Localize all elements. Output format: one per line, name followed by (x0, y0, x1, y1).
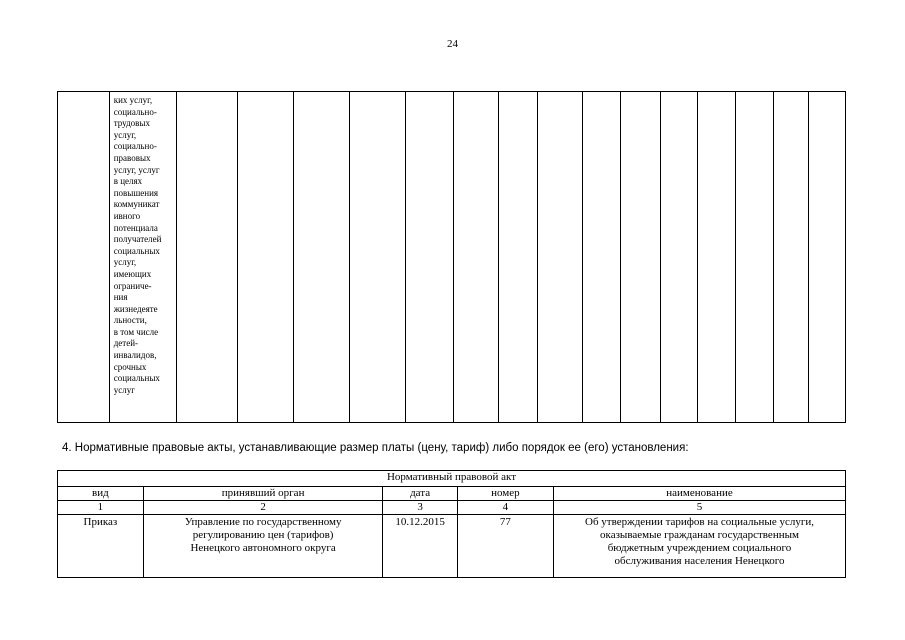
column-numbers-row (58, 501, 846, 515)
service-description: ких услуг, социально- трудовых услуг, социально- правовых услуг, услуг в целях повышения коммуникат ивного потенциала получателей социальных услуг, имеющих ограниче- ния жизнедеяте льности, в том числе детей- инвалидов, срочных социальных услуг (113, 95, 162, 395)
column-number: 3 (383, 501, 457, 515)
table-row (58, 92, 846, 423)
table-cell (621, 92, 661, 423)
normative-acts-table (57, 470, 846, 578)
table-cell (109, 92, 177, 423)
table-cell (697, 92, 735, 423)
header-type: вид (58, 487, 144, 501)
table-cell (237, 92, 294, 423)
table-cell (453, 92, 499, 423)
header-name: наименование (554, 487, 846, 501)
table-cell (294, 92, 350, 423)
table-cell (583, 92, 621, 423)
table-title: Нормативный правовой акт (58, 471, 846, 487)
page-number: 24 (447, 38, 458, 50)
header-date: дата (383, 487, 457, 501)
act-type: Приказ (58, 515, 144, 578)
table-cell (808, 92, 845, 423)
act-authority: Управление по государственному регулированию цен (тарифов) Ненецкого автономного округа (143, 515, 383, 578)
table-cell (735, 92, 773, 423)
column-number: 4 (457, 501, 553, 515)
act-name: Об утверждении тарифов на социальные услуги, оказываемые гражданам государственным бюджетным учреждением социального обслуживания населения Ненецкого (554, 515, 846, 578)
table-cell (538, 92, 583, 423)
table-cell (350, 92, 406, 423)
act-date: 10.12.2015 (383, 515, 457, 578)
section-heading: 4. Нормативные правовые акты, устанавливающие размер платы (цену, тариф) либо порядок ее (его) установления: (62, 442, 689, 454)
column-number: 1 (58, 501, 144, 515)
table-row (58, 515, 846, 578)
table-cell (499, 92, 538, 423)
column-number: 5 (554, 501, 846, 515)
table-cell (661, 92, 697, 423)
table-title-row (58, 471, 846, 487)
table-header-row (58, 487, 846, 501)
table-cell (405, 92, 453, 423)
act-number: 77 (457, 515, 553, 578)
header-number: номер (457, 487, 553, 501)
table-cell (177, 92, 238, 423)
table-cell (773, 92, 808, 423)
table-cell (58, 92, 110, 423)
services-table-continuation (57, 91, 846, 423)
header-authority: принявший орган (143, 487, 383, 501)
column-number: 2 (143, 501, 383, 515)
